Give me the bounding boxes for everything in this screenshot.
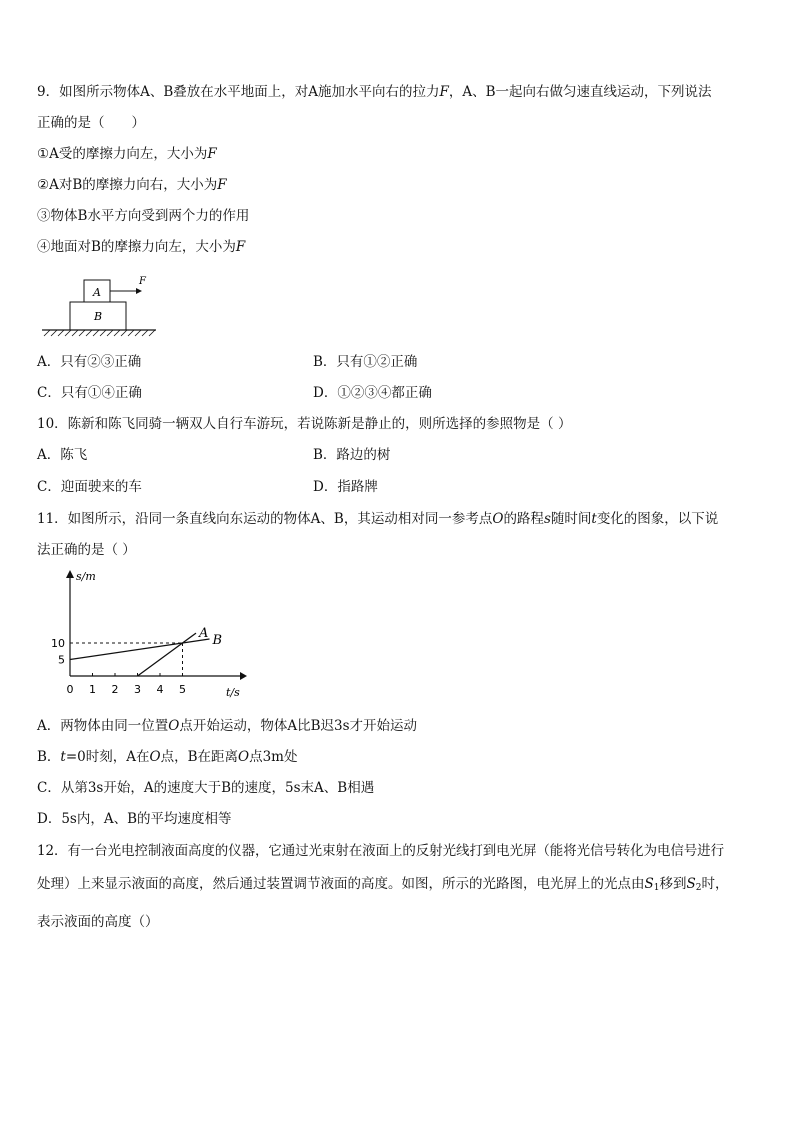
q11-stem-line1: 11．如图所示，沿同一条直线向东运动的物体A、B，其运动相对同一参考点O的路程s随时间t变化的图象，以下说	[37, 511, 719, 527]
q9-statement-3: ③物体B水平方向受到两个力的作用	[37, 208, 250, 224]
y-axis-label: s/m	[76, 570, 96, 583]
q9-statement-4: ④地面对B的摩擦力向左，大小为F	[37, 239, 246, 255]
x-tick-label: 3	[134, 683, 141, 696]
block-a-label: A	[93, 286, 101, 299]
x-tick-label: 5	[179, 683, 186, 696]
blocks-figure	[38, 270, 163, 342]
q10-option-b[interactable]: B．路边的树	[313, 447, 391, 463]
q10-stem: 10．陈新和陈飞同骑一辆双人自行车游玩，若说陈新是静止的，则所选择的参照物是（ ）	[37, 416, 572, 432]
q10-option-a[interactable]: A．陈飞	[37, 447, 88, 463]
y-tick-label: 10	[51, 637, 65, 650]
q11-stem-line2: 法正确的是（ ）	[37, 542, 136, 558]
block-b-label: B	[93, 310, 103, 323]
q9-stem-line1: 9．如图所示物体A、B叠放在水平地面上，对A施加水平向右的拉力F，A、B一起向右做匀速直线运动，下列说法	[37, 84, 712, 100]
series-line-b	[70, 639, 210, 659]
q9-statement-2: ②A对B的摩擦力向右，大小为F	[37, 177, 227, 193]
q12-stem-line2: 处理）上来显示液面的高度，然后通过装置调节液面的高度。如图，所示的光路图，电光屏上的光点由$S_1$移到$S_2$时，	[37, 876, 729, 893]
series-line-a	[138, 633, 197, 676]
x-axis-arrow	[240, 672, 247, 680]
y-axis-arrow	[66, 570, 74, 578]
x-axis-label: t/s	[226, 686, 240, 699]
q12-stem-line1: 12．有一台光电控制液面高度的仪器，它通过光束射在液面上的反射光线打到电光屏（能将光信号转化为电信号进行	[37, 843, 724, 859]
x-tick-label: 2	[111, 683, 119, 696]
q12-stem-line3: 表示液面的高度（）	[37, 914, 159, 930]
st-graph	[50, 566, 260, 700]
force-arrowhead	[136, 288, 142, 294]
q9-stem-line2: 正确的是（ ）	[37, 115, 145, 131]
series-label-b: B	[212, 633, 223, 649]
series-label-a: A	[199, 626, 209, 642]
x-tick-label: 1	[89, 683, 96, 696]
y-tick-label: 5	[58, 653, 65, 667]
x-tick-label: 4	[156, 683, 164, 696]
q9-option-d[interactable]: D．①②③④都正确	[313, 385, 432, 401]
q9-statement-1: ①A受的摩擦力向左，大小为F	[37, 146, 217, 162]
q11-option-c[interactable]: C．从第3s开始，A的速度大于B的速度，5s末A、B相遇	[37, 780, 375, 796]
q11-option-b[interactable]: B．t=0时刻，A在O点，B在距离O点3m处	[37, 749, 298, 765]
ground-hatching	[44, 330, 155, 336]
q11-option-a[interactable]: A．两物体由同一位置O点开始运动，物体A比B迟3s才开始运动	[37, 718, 418, 734]
q9-option-a[interactable]: A．只有②③正确	[37, 354, 142, 370]
force-label: F	[139, 276, 146, 287]
q10-option-d[interactable]: D．指路牌	[313, 479, 378, 495]
x-tick-label: 0	[66, 683, 74, 696]
q9-option-c[interactable]: C．只有①④正确	[37, 385, 142, 401]
q10-option-c[interactable]: C．迎面驶来的车	[37, 479, 142, 495]
q11-option-d[interactable]: D．5s内，A、B的平均速度相等	[37, 811, 232, 827]
q9-option-b[interactable]: B．只有①②正确	[313, 354, 418, 370]
